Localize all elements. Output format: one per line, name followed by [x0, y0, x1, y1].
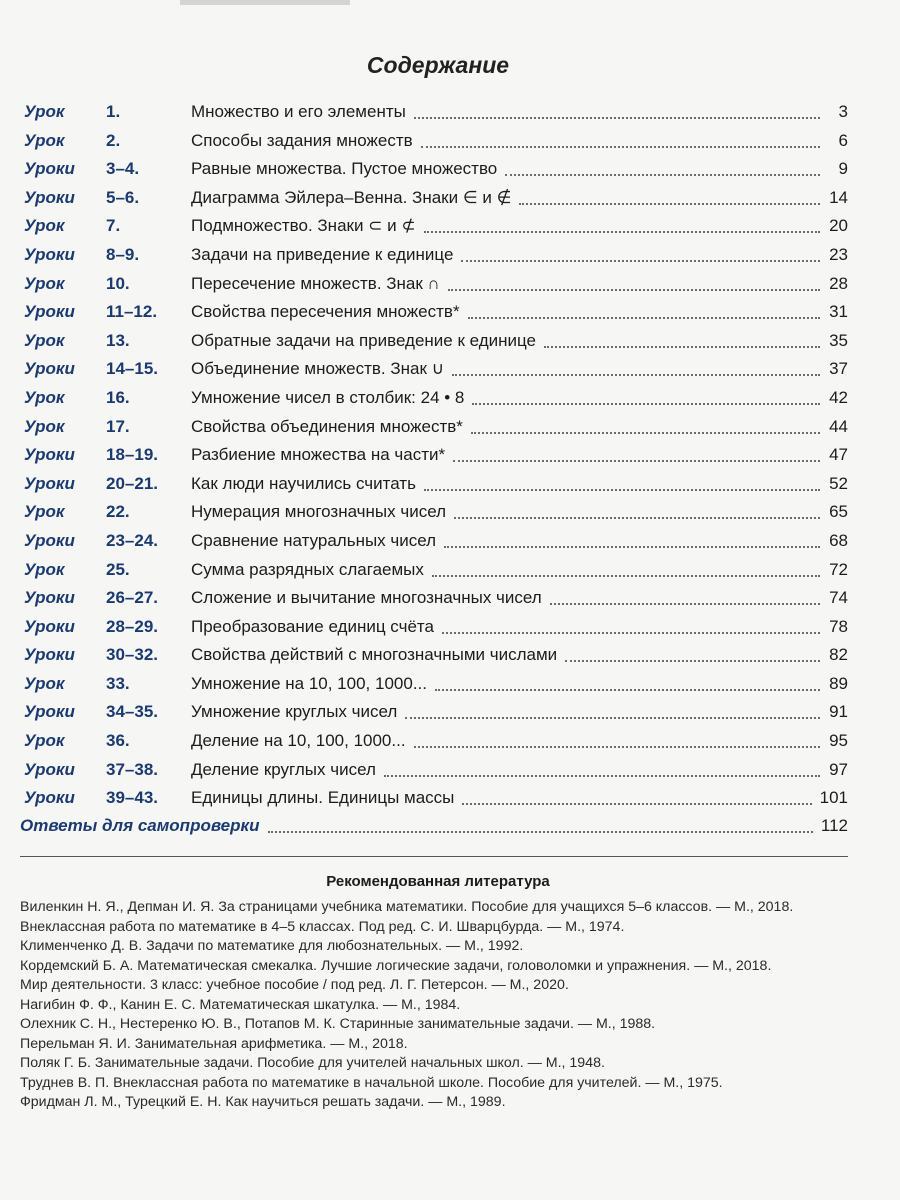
lesson-kind: Уроки [24, 159, 75, 179]
lesson-kind: Урок [24, 130, 65, 150]
toc-entry[interactable] [20, 584, 848, 613]
toc-entry[interactable] [20, 270, 848, 299]
lesson-kind: Уроки [24, 788, 75, 808]
lesson-kind: Уроки [24, 530, 75, 550]
toc-entry[interactable] [20, 556, 848, 585]
lesson-number: 3–4. [106, 159, 140, 179]
dot-leader [414, 727, 820, 748]
toc-entry[interactable] [20, 298, 848, 327]
lesson-title: Подмножество. Знаки ⊂ и ⊄ [191, 216, 416, 236]
lesson-number: 30–32. [106, 645, 158, 665]
dot-leader [384, 756, 820, 777]
lesson-title: Преобразование единиц счёта [191, 616, 434, 636]
dot-leader [550, 584, 820, 605]
lesson-number: 8–9. [106, 244, 140, 264]
page-number: 9 [838, 159, 848, 179]
dot-leader [468, 298, 820, 319]
page-number: 95 [829, 731, 848, 751]
lesson-kind: Урок [24, 102, 65, 121]
toc-entry[interactable] [20, 498, 848, 527]
page-number: 44 [829, 416, 848, 436]
dot-leader [435, 670, 820, 691]
lesson-title: Умножение круглых чисел [191, 702, 398, 722]
lesson-title: Множество и его элементы [191, 102, 406, 121]
toc-entry[interactable] [20, 784, 848, 813]
dot-leader [544, 327, 820, 348]
table-of-contents [20, 98, 848, 813]
lesson-number: 26–27. [106, 588, 158, 608]
dot-leader [472, 384, 820, 405]
page-number: 42 [829, 387, 848, 407]
lesson-number: 18–19. [106, 445, 158, 465]
toc-entry[interactable] [20, 355, 848, 384]
toc-entry[interactable] [20, 527, 848, 556]
lesson-title: Сумма разрядных слагаемых [191, 559, 424, 579]
lesson-kind: Уроки [24, 473, 75, 493]
lesson-title: Способы задания множеств [191, 130, 413, 150]
literature-list [20, 898, 850, 1113]
lesson-kind: Уроки [24, 187, 75, 207]
section-divider [20, 856, 848, 857]
lesson-title: Диаграмма Эйлера–Венна. Знаки ∈ и ∉ [191, 187, 512, 207]
lesson-number: 28–29. [106, 616, 158, 636]
lesson-title: Обратные задачи на приведение к единице [191, 330, 537, 350]
lesson-kind: Уроки [24, 445, 75, 465]
lesson-title: Пересечение множеств. Знак ∩ [191, 273, 440, 293]
literature-item: Поляк Г. Б. Занимательные задачи. Пособие для учителей начальных школ. — М., 1948. [20, 1055, 605, 1071]
page-number: 37 [829, 359, 848, 379]
lesson-title: Как люди научились считать [191, 473, 416, 493]
lesson-kind: Уроки [24, 588, 75, 608]
page-number: 3 [838, 102, 848, 121]
dot-leader [432, 556, 820, 577]
lesson-title: Умножение на 10, 100, 1000... [191, 673, 427, 693]
page-number: 31 [829, 302, 848, 322]
dot-leader [444, 527, 820, 548]
dot-leader [453, 441, 820, 462]
lesson-number: 22. [106, 502, 130, 522]
toc-entry[interactable] [20, 212, 848, 241]
literature-item: Нагибин Ф. Ф., Канин Е. С. Математическая шкатулка. — М., 1984. [20, 996, 461, 1013]
toc-entry[interactable] [20, 127, 848, 156]
dot-leader [505, 155, 820, 176]
lesson-title: Разбиение множества на части* [191, 445, 446, 465]
lesson-kind: Уроки [24, 616, 75, 636]
dot-leader [461, 241, 820, 262]
lesson-kind: Урок [24, 673, 65, 693]
page-number: 101 [819, 788, 848, 808]
literature-item: Перельман Я. И. Занимательная арифметика. — М., 2018. [20, 1035, 408, 1052]
lesson-kind: Урок [24, 731, 65, 751]
page-number: 23 [829, 244, 848, 264]
page-number: 97 [829, 759, 848, 779]
lesson-number: 1. [106, 102, 121, 121]
lesson-title: Нумерация многозначных чисел [191, 502, 447, 522]
literature-item: Мир деятельности. 3 класс: учебное пособие / под ред. Л. Г. Петерсон. — М., 2020. [20, 977, 569, 993]
page-number: 65 [829, 502, 848, 522]
lesson-title: Свойства объединения множеств* [191, 416, 463, 436]
lesson-number: 37–38. [106, 759, 158, 779]
page-number: 14 [829, 187, 848, 207]
lesson-kind: Урок [24, 559, 65, 579]
toc-entry[interactable] [20, 384, 848, 413]
lesson-number: 39–43. [106, 788, 158, 808]
literature-item: Клименченко Д. В. Задачи по математике для любознательных. — М., 1992. [20, 938, 524, 954]
lesson-number: 11–12. [106, 302, 158, 322]
lesson-title: Свойства пересечения множеств* [191, 302, 460, 322]
toc-entry[interactable] [20, 641, 848, 670]
lesson-number: 10. [106, 273, 130, 293]
lesson-kind: Уроки [24, 759, 75, 779]
page-number: 35 [829, 330, 848, 350]
page-number: 28 [829, 273, 848, 293]
lesson-title: Единицы длины. Единицы массы [191, 788, 455, 808]
lesson-title: Задачи на приведение к единице [191, 244, 454, 264]
lesson-title: Умножение чисел в столбик: 24 • 8 [191, 387, 465, 407]
toc-entry[interactable] [20, 698, 848, 727]
lesson-kind: Уроки [24, 359, 75, 379]
dot-leader [448, 270, 820, 291]
lesson-number: 23–24. [106, 530, 158, 550]
toc-entry[interactable] [20, 470, 848, 499]
dot-leader [442, 613, 820, 634]
lesson-title: Свойства действий с многозначными числами [191, 645, 558, 665]
toc-entry[interactable] [20, 98, 848, 127]
literature-item: Внеклассная работа по математике в 4–5 классах. Под ред. С. И. Шварцбурда. — М., 1974. [20, 918, 625, 935]
lesson-title: Деление круглых чисел [191, 759, 376, 779]
lesson-kind: Урок [24, 330, 65, 350]
lesson-title: Сложение и вычитание многозначных чисел [191, 588, 542, 608]
dot-leader [452, 355, 820, 376]
literature-item: Фридман Л. М., Турецкий Е. Н. Как научиться решать задачи. — М., 1989. [20, 1094, 506, 1110]
toc-entry[interactable] [20, 756, 848, 785]
lesson-kind: Уроки [24, 244, 75, 264]
lesson-kind: Урок [24, 216, 65, 236]
lesson-kind: Уроки [24, 302, 75, 322]
toc-entry[interactable] [20, 670, 848, 699]
lesson-number: 20–21. [106, 473, 158, 493]
dot-leader [424, 470, 820, 491]
lesson-kind: Урок [24, 416, 65, 436]
lesson-number: 14–15. [106, 359, 158, 379]
page-number: 47 [829, 445, 848, 465]
page-number: 89 [829, 673, 848, 693]
literature-item: Кордемский Б. А. Математическая смекалка. Лучшие логические задачи, головоломки и упражнения. — М., 2018. [20, 957, 772, 974]
dot-leader [462, 784, 811, 805]
lesson-title: Деление на 10, 100, 1000... [191, 731, 406, 751]
page-number: 82 [829, 645, 848, 665]
dot-leader [405, 698, 820, 719]
page-number: 52 [829, 473, 848, 493]
toc-entry[interactable] [20, 413, 848, 442]
lesson-number: 25. [106, 559, 130, 579]
literature-item: Виленкин Н. Я., Депман И. Я. За страницами учебника математики. Пособие для учащихся 5–6 классов. — М., 2018. [20, 899, 794, 915]
dot-leader [565, 641, 820, 662]
toc-entry[interactable] [20, 184, 848, 213]
lesson-number: 7. [106, 216, 121, 236]
page-title: Содержание [366, 52, 510, 78]
page-number: 68 [829, 530, 848, 550]
lesson-number: 36. [106, 731, 130, 751]
page-number: 6 [838, 130, 848, 150]
toc-entry[interactable] [20, 727, 848, 756]
dot-leader [421, 127, 820, 148]
answers-page-number: 112 [820, 816, 848, 835]
page-number: 72 [829, 559, 848, 579]
dot-leader [268, 812, 813, 833]
page-number: 91 [829, 702, 848, 722]
lesson-kind: Урок [24, 387, 65, 407]
lesson-number: 13. [106, 330, 130, 350]
lesson-number: 5–6. [106, 187, 140, 207]
toc-entry[interactable] [20, 613, 848, 642]
lesson-number: 34–35. [106, 702, 158, 722]
toc-entry[interactable] [20, 327, 848, 356]
lesson-title: Сравнение натуральных чисел [191, 530, 437, 550]
literature-heading: Рекомендованная литература [326, 873, 550, 890]
lesson-number: 16. [106, 387, 130, 407]
literature-item: Олехник С. Н., Нестеренко Ю. В., Потапов М. К. Старинные занимательные задачи. — М., 1988. [20, 1016, 656, 1032]
toc-entry[interactable] [20, 241, 848, 270]
lesson-kind: Уроки [24, 702, 75, 722]
dot-leader [471, 413, 820, 434]
lesson-kind: Урок [24, 273, 65, 293]
lesson-number: 2. [106, 130, 121, 150]
toc-entry[interactable] [20, 155, 848, 184]
literature-item: Труднев В. П. Внеклассная работа по математике в начальной школе. Пособие для учителей. — М., 1975. [20, 1074, 723, 1091]
page-number: 20 [829, 216, 848, 236]
dot-leader [414, 98, 820, 119]
lesson-kind: Урок [24, 502, 65, 522]
lesson-title: Объединение множеств. Знак ∪ [191, 359, 445, 379]
toc-entry[interactable] [20, 441, 848, 470]
top-edge-mark [180, 0, 350, 5]
lesson-kind: Уроки [24, 645, 75, 665]
page-number: 78 [829, 616, 848, 636]
dot-leader [519, 184, 820, 205]
answers-entry[interactable] [20, 812, 848, 840]
dot-leader [454, 498, 820, 519]
lesson-number: 33. [106, 673, 130, 693]
lesson-number: 17. [106, 416, 130, 436]
dot-leader [424, 212, 820, 233]
answers-title: Ответы для самопроверки [20, 816, 260, 835]
page-number: 74 [829, 588, 848, 608]
lesson-title: Равные множества. Пустое множество [191, 159, 498, 179]
